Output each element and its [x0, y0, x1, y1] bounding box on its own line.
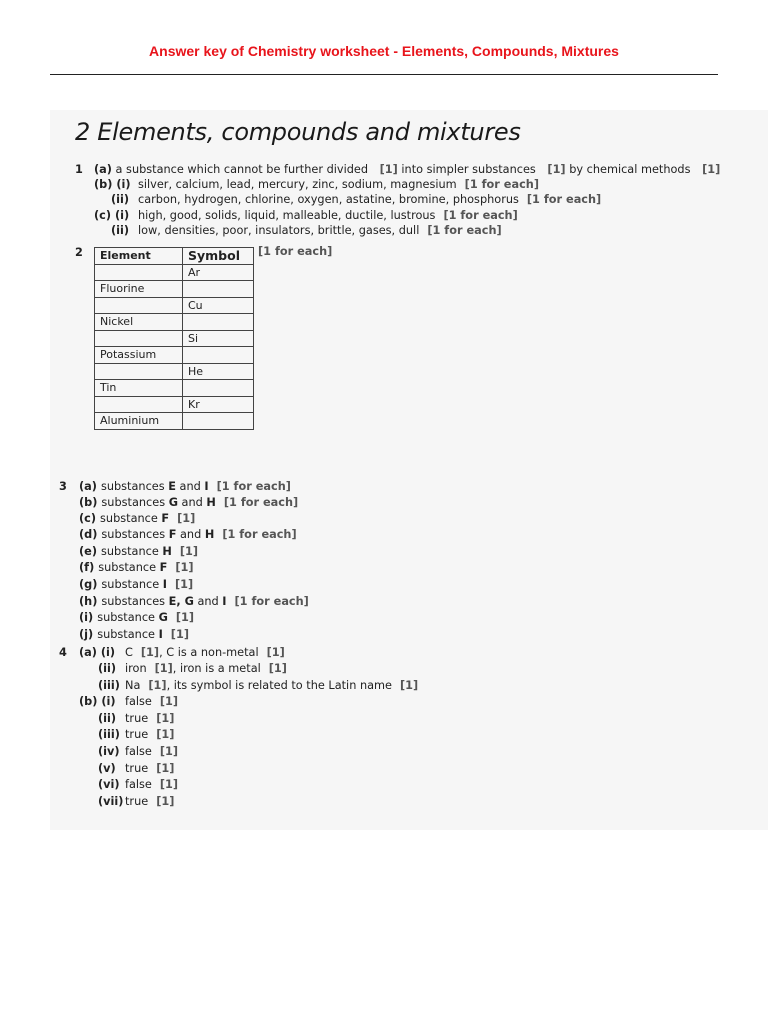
symbol-cell: [183, 380, 254, 397]
q4-a-i-mark: [1]: [140, 646, 160, 659]
q3-item-substance: H: [162, 545, 172, 558]
q3-item-joiner: and: [177, 496, 207, 509]
q4-b-item-line: [98, 762, 174, 776]
q1-c-i-line: [94, 209, 518, 223]
q4-a-i-mark-2: [1]: [266, 646, 285, 659]
q3-item-line: [79, 561, 194, 575]
q4-b-item-label: (vi): [98, 778, 120, 791]
table-row: [95, 347, 254, 364]
q3-item-label: (f): [79, 561, 95, 574]
q3-item-label: (c): [79, 512, 97, 525]
q3-item-label: (e): [79, 545, 97, 558]
q4-a-ii-reason: , iron is a metal: [172, 662, 261, 675]
element-cell: [95, 330, 183, 347]
q3-item-prefix: substance: [98, 561, 160, 574]
q3-item-substance: I: [162, 578, 168, 591]
q3-item-line: [79, 512, 195, 526]
table-row: [95, 413, 254, 430]
q3-item-substance: F: [168, 528, 177, 541]
q3-item-substance: G: [158, 611, 168, 624]
symbol-cell: [183, 314, 254, 331]
q3-item-mark: [1]: [177, 512, 196, 525]
question-1-number: 1: [75, 163, 83, 176]
q1-a-text-3: by chemical methods: [569, 163, 691, 176]
q3-item-mark: [1 for each]: [223, 496, 299, 509]
q3-item-line: [79, 628, 189, 642]
q4-b-item-answer: false: [125, 745, 152, 758]
q4-b-item-label: (vii): [98, 795, 124, 808]
q3-item-mark: [1]: [175, 611, 195, 624]
table-row: [95, 380, 254, 397]
q3-item-substance: I: [158, 628, 163, 641]
q3-item-prefix: substance: [97, 611, 159, 624]
q3-item-label: (h): [79, 595, 98, 608]
q4-a-iii-line: [98, 679, 418, 693]
q3-item-line: [79, 480, 291, 494]
q1-b-ii-text: carbon, hydrogen, chlorine, oxygen, astatine, bromine, phosphorus: [138, 193, 519, 206]
q4-a-iii-label: (iii): [98, 679, 120, 692]
q1-c-ii-text: low, densities, poor, insulators, brittle, gases, dull: [138, 224, 420, 237]
q4-b-item-mark: [1]: [159, 778, 179, 791]
q1-a-mark-1: [1]: [379, 163, 398, 176]
q3-item-line: [79, 496, 298, 510]
element-symbol-table: [94, 247, 254, 430]
q3-item-prefix: substance: [101, 545, 163, 558]
symbol-cell: Kr: [183, 396, 254, 413]
q3-item-substance-2: I: [222, 595, 227, 608]
table-row: [95, 264, 254, 281]
q3-item-mark: [1]: [170, 628, 189, 641]
q3-item-label: (b): [79, 496, 98, 509]
q3-item-substance: F: [159, 561, 168, 574]
q3-item-mark: [1]: [175, 561, 194, 574]
worksheet-header-title: Answer key of Chemistry worksheet - Elements, Compounds, Mixtures: [149, 43, 619, 59]
q3-item-joiner: and: [193, 595, 223, 608]
q4-a-iii-mark-2: [1]: [399, 679, 419, 692]
q3-item-substance: G: [168, 496, 178, 509]
q4-b-item-mark: [1]: [156, 795, 175, 808]
q3-item-prefix: substances: [101, 496, 169, 509]
q3-item-prefix: substance: [97, 628, 159, 641]
q1-a-label: (a): [94, 163, 112, 176]
q4-a-iii-answer: Na: [125, 679, 141, 692]
symbol-cell: He: [183, 363, 254, 380]
symbol-cell: [183, 413, 254, 430]
q1-c-ii-line: [111, 224, 502, 238]
question-4-number: 4: [59, 646, 67, 659]
q4-b-item-mark: [1]: [156, 712, 175, 725]
q1-c-ii-mark: [1 for each]: [427, 224, 502, 237]
q1-a-line: [94, 163, 720, 177]
q3-item-substance-2: H: [206, 496, 216, 509]
q4-b-item-mark: [1]: [159, 745, 179, 758]
element-cell: Tin: [95, 380, 183, 397]
q4-b-item-answer: true: [125, 762, 149, 775]
q1-b-label: (b) (i): [94, 178, 131, 191]
table-row: [95, 396, 254, 413]
q3-item-line: [79, 528, 297, 542]
q3-item-line: [79, 578, 193, 592]
q4-a-i-answer: C: [125, 646, 133, 659]
q1-b-i-mark: [1 for each]: [464, 178, 539, 191]
table-row: [95, 297, 254, 314]
symbol-cell: [183, 281, 254, 298]
element-cell: [95, 297, 183, 314]
question-3-number: 3: [59, 480, 67, 493]
question-2-number: 2: [75, 246, 83, 259]
table-header-row: [95, 248, 254, 265]
element-cell: [95, 363, 183, 380]
q4-a-ii-line: [98, 662, 287, 676]
q3-item-mark: [1]: [179, 545, 199, 558]
table-row: [95, 314, 254, 331]
q1-c-i-text: high, good, solids, liquid, malleable, ductile, lustrous: [138, 209, 436, 222]
q3-item-substance: F: [161, 512, 170, 525]
q3-item-prefix: substances: [101, 595, 169, 608]
q3-item-substance-2: H: [204, 528, 215, 541]
q3-item-mark: [1]: [175, 578, 194, 591]
q4-b-item-label: (iv): [98, 745, 120, 758]
q4-b-item-answer: false: [125, 778, 152, 791]
q4-b-item-answer: true: [125, 712, 149, 725]
q3-item-substance: E: [168, 480, 176, 493]
q3-item-prefix: substances: [101, 528, 169, 541]
element-cell: [95, 264, 183, 281]
symbol-column-header: Symbol: [183, 248, 254, 265]
q4-b-item-mark: [1]: [156, 762, 175, 775]
q4-a-label: (a) (i): [79, 646, 116, 659]
q4-b-item-answer: false: [125, 695, 152, 708]
q4-a-iii-reason: , its symbol is related to the Latin name: [166, 679, 392, 692]
q4-b-item-label: (v): [98, 762, 116, 775]
table-row: [95, 363, 254, 380]
q1-a-mark-3: [1]: [702, 163, 721, 176]
q1-a-text: a substance which cannot be further divided: [115, 163, 369, 176]
q4-b-item-mark: [1]: [156, 728, 175, 741]
symbol-cell: Ar: [183, 264, 254, 281]
q4-a-i-reason: , C is a non-metal: [159, 646, 259, 659]
q4-a-ii-answer: iron: [125, 662, 147, 675]
symbol-cell: [183, 347, 254, 364]
q3-item-label: (j): [79, 628, 94, 641]
element-cell: [95, 396, 183, 413]
q3-item-line: [79, 611, 194, 625]
q1-b-ii-label: (ii): [111, 193, 130, 206]
q1-a-text-2: into simpler substances: [401, 163, 536, 176]
q3-item-label: (d): [79, 528, 98, 541]
chapter-title: 2 Elements, compounds and mixtures: [75, 118, 521, 146]
header-divider: [50, 74, 718, 75]
q4-b-item-line: [98, 795, 174, 809]
q1-b-i-text: silver, calcium, lead, mercury, zinc, sodium, magnesium: [138, 178, 457, 191]
element-cell: Nickel: [95, 314, 183, 331]
table-row: [95, 281, 254, 298]
q4-b-item-line: [98, 728, 174, 742]
q4-b-item-label: (iii): [98, 728, 120, 741]
q1-c-i-mark: [1 for each]: [443, 209, 518, 222]
q3-item-prefix: substances: [100, 480, 169, 493]
q1-b-i-line: [94, 178, 539, 192]
q3-item-line: [79, 595, 309, 609]
q3-item-label: (g): [79, 578, 98, 591]
element-cell: Potassium: [95, 347, 183, 364]
q4-b-item-mark: [1]: [159, 695, 179, 708]
q2-mark: [1 for each]: [258, 245, 333, 258]
q3-item-line: [79, 545, 198, 559]
q3-item-label: (a): [79, 480, 97, 493]
element-cell: Aluminium: [95, 413, 183, 430]
q3-item-prefix: substance: [100, 512, 162, 525]
q3-item-substance: E, G: [168, 595, 194, 608]
q4-b-item-answer: true: [125, 728, 149, 741]
q4-a-ii-label: (ii): [98, 662, 117, 675]
q3-item-mark: [1 for each]: [222, 528, 297, 541]
q4-b-item-line: [98, 712, 174, 726]
q1-c-label: (c) (i): [94, 209, 130, 222]
q3-item-joiner: and: [176, 528, 205, 541]
q4-b-item-label: (ii): [98, 712, 117, 725]
q1-b-ii-mark: [1 for each]: [526, 193, 602, 206]
table-row: [95, 330, 254, 347]
symbol-cell: Si: [183, 330, 254, 347]
q3-item-label: (i): [79, 611, 94, 624]
q1-c-ii-label: (ii): [111, 224, 130, 237]
q4-b-item-line: [98, 745, 178, 759]
q4-b-item-answer: true: [125, 795, 149, 808]
q3-item-mark: [1 for each]: [216, 480, 291, 493]
element-cell: Fluorine: [95, 281, 183, 298]
q3-item-prefix: substance: [101, 578, 163, 591]
q4-b-item-label: (b) (i): [79, 695, 116, 708]
q4-b-item-line: [98, 778, 178, 792]
q3-item-mark: [1 for each]: [234, 595, 309, 608]
q4-a-i-line: [79, 646, 285, 660]
q1-a-mark-2: [1]: [547, 163, 566, 176]
element-column-header: Element: [95, 248, 183, 265]
symbol-cell: Cu: [183, 297, 254, 314]
q4-a-ii-mark: [1]: [154, 662, 173, 675]
q3-item-joiner: and: [175, 480, 205, 493]
q3-item-substance-2: I: [204, 480, 209, 493]
q1-b-ii-line: [111, 193, 601, 207]
q4-a-ii-mark-2: [1]: [268, 662, 287, 675]
q4-a-iii-mark: [1]: [148, 679, 167, 692]
q4-b-item-line: [79, 695, 178, 709]
